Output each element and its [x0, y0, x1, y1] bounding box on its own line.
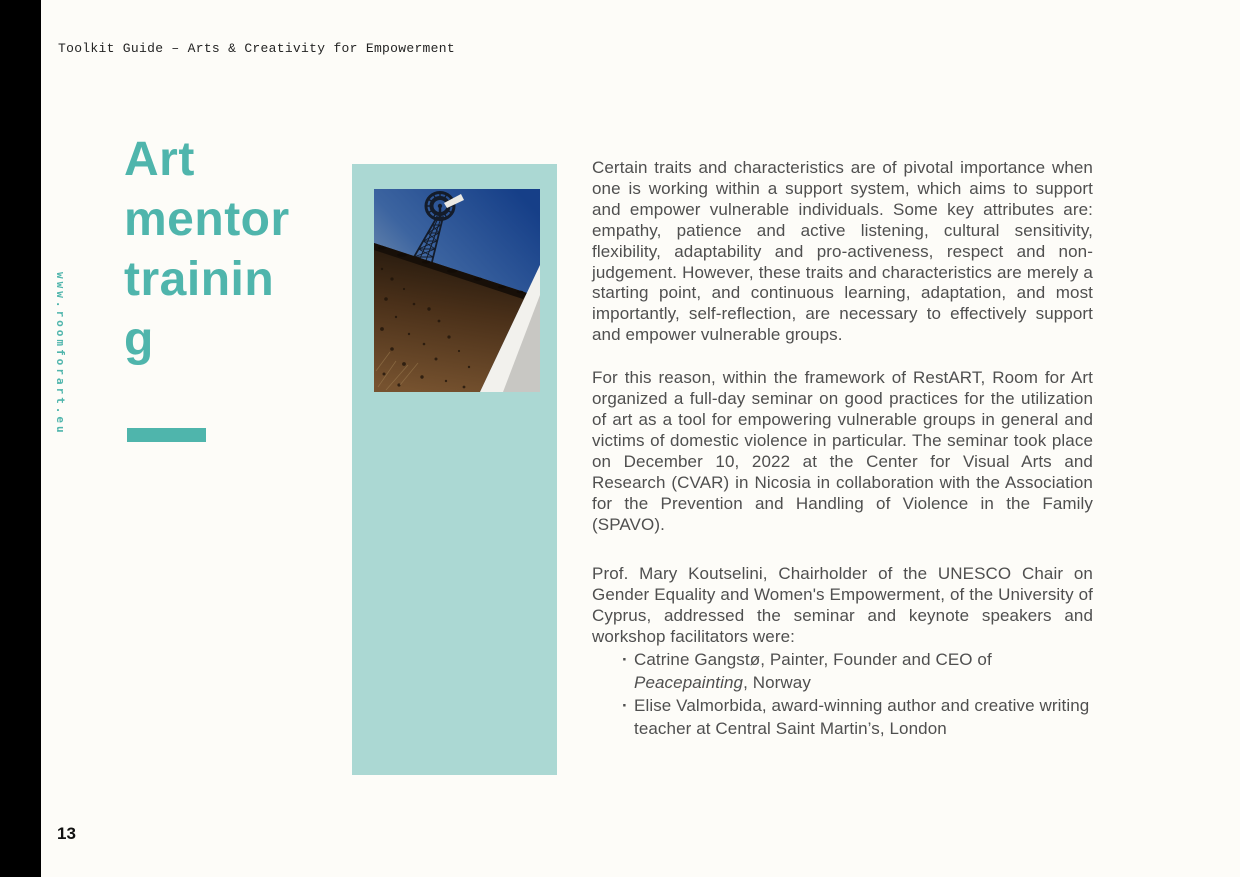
page-title-line: Art [124, 133, 195, 186]
bullet-icon: · [622, 650, 628, 670]
list-item [622, 694, 1093, 740]
speaker-text: Elise Valmorbida, award-winning author and creative writing teacher at Central Saint Martin’s, London [634, 696, 1090, 739]
paragraph-traits: Certain traits and characteristics are of pivotal importance when one is working within a support system, which aims to support and empower vulnerable individuals. Some key attributes are: empathy, patience and active listening, cultural sensitivity, flexibility, adaptability and pro-activeness, respect and non-judgement. However, these traits and characteristics are merely a starting point, and continuous learning, adaptation, and most importantly, self-reflection, are necessary to effectively support and empower vulnerable groups. [592, 158, 1093, 345]
speaker-org-italic: Peacepainting [634, 673, 744, 693]
speaker-list [592, 648, 1093, 740]
running-header: Toolkit Guide – Arts & Creativity for Empowerment [58, 41, 455, 56]
left-black-bar [0, 0, 41, 877]
bullet-icon: · [622, 696, 628, 716]
page-title-line: g [124, 313, 154, 366]
title-underline-dash [127, 428, 206, 442]
windmill-photo [374, 189, 540, 392]
page-number: 13 [57, 824, 76, 843]
paragraph-seminar: For this reason, within the framework of RestART, Room for Art organized a full-day seminar on good practices for the utilization of art as a tool for empowering vulnerable groups in general and victims of domestic violence in particular. The seminar took place on December 10, 2022 at the Center for Visual Arts and Research (CVAR) in Nicosia in collaboration with the Association for the Prevention and Handling of Violence in the Family (SPAVO). [592, 368, 1093, 534]
page-title [124, 130, 290, 370]
teal-panel [352, 164, 557, 775]
page-title-line: trainin [124, 253, 275, 306]
paragraph-speakers: Prof. Mary Koutselini, Chairholder of the UNESCO Chair on Gender Equality and Women's Empowerment, of the University of Cyprus, addressed the seminar and keynote speakers and workshop facilitators were: [592, 564, 1093, 647]
website-url-vertical: www.roomforart.eu [54, 272, 67, 436]
page-title-line: mentor [124, 193, 290, 246]
list-item [622, 648, 1093, 694]
speaker-text: , Norway [743, 673, 811, 693]
body-text-column [592, 158, 1093, 740]
speaker-text: Catrine Gangstø, Painter, Founder and CEO of [634, 650, 992, 670]
